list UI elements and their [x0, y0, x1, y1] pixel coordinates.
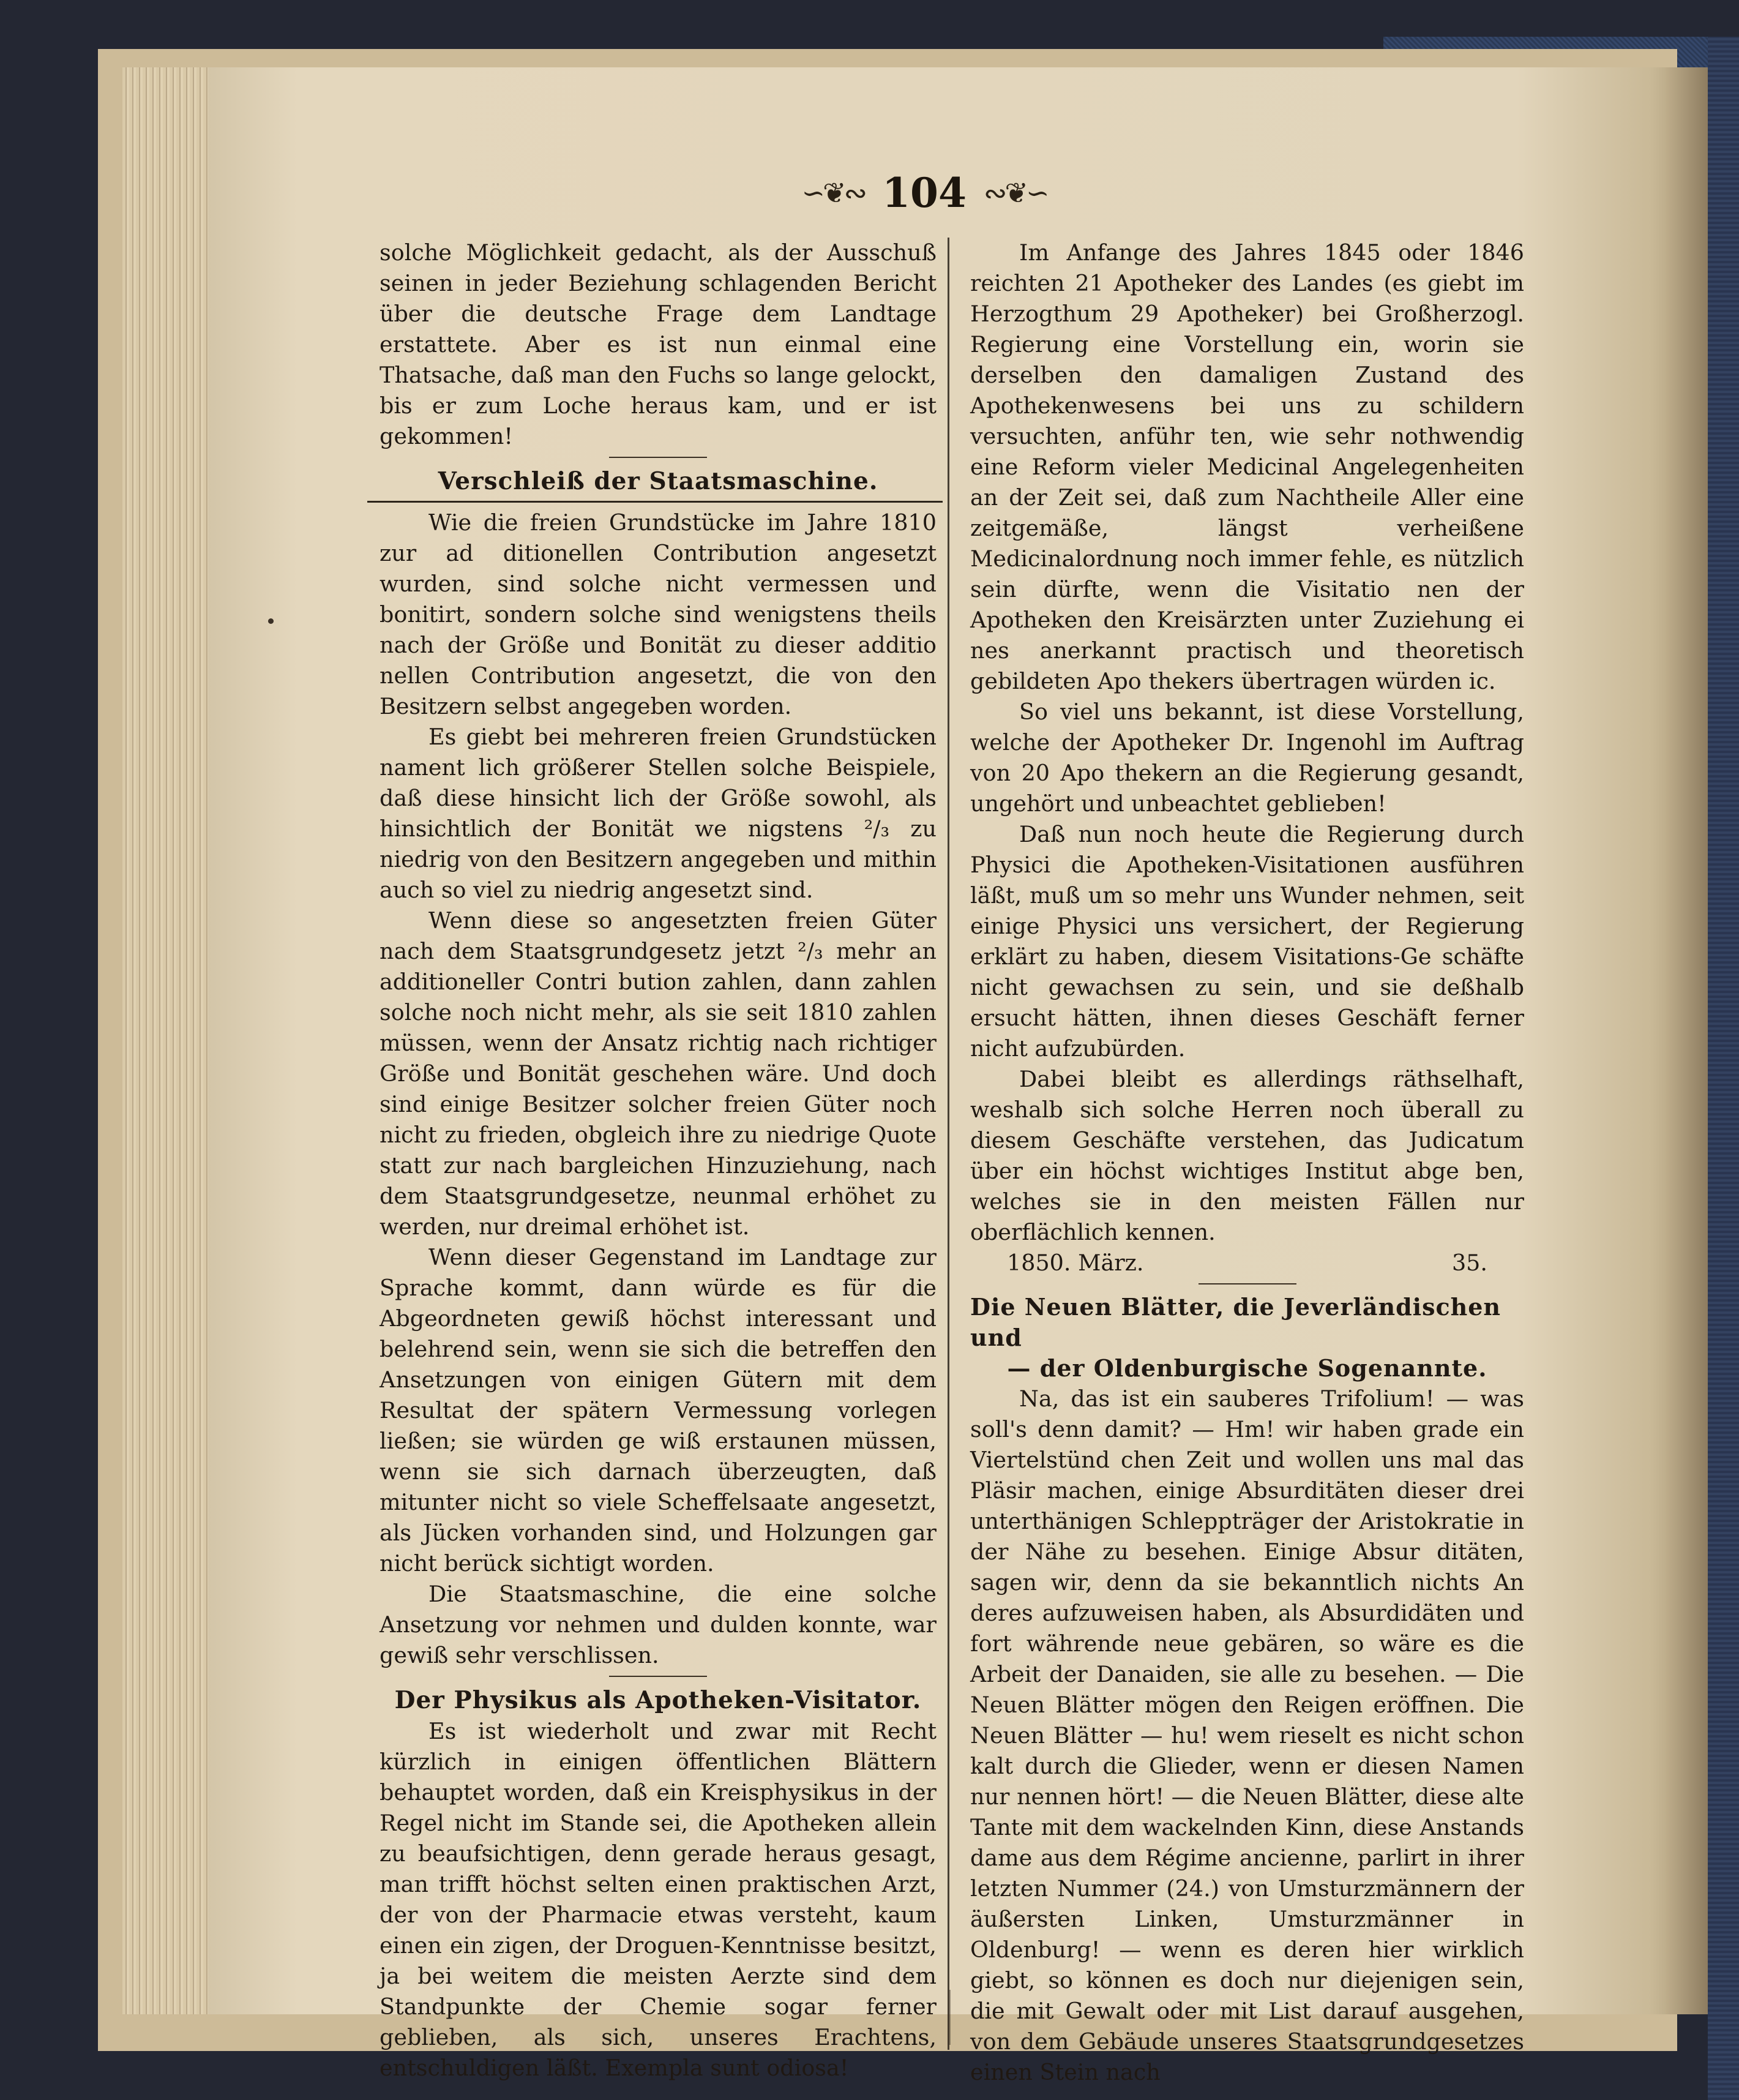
short-rule — [609, 1676, 707, 1677]
dateline — [970, 1248, 1524, 1278]
heading-line-1: Die Neuen Blätter, die Jeverländischen und — [970, 1293, 1502, 1351]
paragraph: Es ist wiederholt und zwar mit Recht kürzlich in einigen öffentlichen Blättern behauptet worden, daß ein Kreisphysikus in der Regel nicht im Stande sei, die Apotheken allein zu beaufsichtigen, denn gerade heraus gesagt, man trifft höchst selten einen praktischen Arzt, der von der Pharmacie etwas versteht, kaum einen ein zigen, der Droguen-Kenntnisse besitzt, ja bei weitem die meisten Aerzte sind dem Standpunkte der Chemie sogar ferner geblieben, als sich, unseres Erachtens, entschuldigen läßt. Exempla sunt odiosa! — [380, 1718, 937, 2081]
paragraph: Wie die freien Grundstücke im Jahre 1810 zur ad ditionellen Contribution angesetzt wurden, sind solche nicht vermessen und bonitirt, sondern solche sind wenigstens theils nach der Größe und Bonität zu dieser additio nellen Contribution angesetzt, die von den Besitzern selbst angegeben worden. — [380, 509, 937, 719]
heading-rule — [367, 501, 943, 503]
article-heading — [970, 1292, 1524, 1384]
page-curl — [1665, 67, 1708, 2014]
page-header — [783, 165, 1065, 220]
paragraph: Daß nun noch heute die Regierung durch Physici die Apotheken-Visitationen ausführen läßt, muß um so mehr uns Wunder nehmen, seit einige Physici uns versichert, der Regierung erklärt zu haben, diesem Visitations-Ge schäfte nicht gewachsen zu sein, und sie deßhalb ersucht hätten, ihnen dieses Geschäft ferner nicht aufzubürden. — [970, 821, 1524, 1062]
paragraph: Dabei bleibt es allerdings räthselhaft, weshalb sich solche Herren noch überall zu diesem Geschäfte verstehen, das Judicatum über ein höchst wichtiges Institut abge ben, welches sie in den meisten Fällen nur oberflächlich kennen. — [970, 1066, 1524, 1245]
left-column — [380, 238, 937, 2083]
right-column — [970, 238, 1524, 2088]
article-heading: Der Physikus als Apotheken-Visitator. — [394, 1686, 922, 1714]
signature: 35. — [1451, 1250, 1487, 1276]
paragraph: Wenn dieser Gegenstand im Landtage zur Sprache kommt, dann würde es für die Abgeordneten gewiß höchst interessant und belehrend sein, wenn sie sich die betreffen den Ansetzungen von einigen Gütern mit dem Resultat der spätern Vermessung vorlegen ließen; sie würden ge wiß erstaunen müssen, wenn sie sich darnach überzeugten, daß mitunter nicht so viele Scheffelsaate angesetzt, als Jücken vorhanden sind, und Holzungen gar nicht berück sichtigt worden. — [380, 1244, 937, 1577]
paragraph: Es giebt bei mehreren freien Grundstücken nament lich größerer Stellen solche Beispiele, daß diese hinsicht lich der Größe sowohl, als hinsichtlich der Bonität we nigstens ²/₃ zu niedrig von den Besitzern angegeben und mithin auch so viel zu niedrig angesetzt sind. — [380, 724, 937, 903]
heading-line-2: — der Oldenburgische Sogenannte. — [1007, 1354, 1487, 1382]
short-rule — [1199, 1283, 1296, 1284]
paragraph: So viel uns bekannt, ist diese Vorstellung, welche der Apotheker Dr. Ingenohl im Auftrag von 20 Apo thekern an die Regierung gesandt, ungehört und unbeachtet geblieben! — [970, 699, 1525, 817]
short-rule — [609, 457, 707, 458]
book-cover-right — [1708, 37, 1739, 2100]
right-ornament: ∾❦∽ — [983, 176, 1047, 209]
date: 1850. März. — [1007, 1250, 1144, 1276]
ink-speck — [268, 618, 274, 624]
paragraph: Na, das ist ein sauberes Trifolium! — was soll's denn damit? — Hm! wir haben grade ein Viertelstünd chen Zeit und wollen uns mal das Pläsir machen, einige Absurditäten dieser drei unterthänigen Schleppträger der Aristokratie in der Nähe zu besehen. Einige Absur ditäten, sagen wir, denn da sie bekanntlich nichts An deres aufzuweisen haben, als Absurdidäten und fort währende neue gebären, so wäre es die Arbeit der Danaiden, sie alle zu besehen. — Die Neuen Blätter mögen den Reigen eröffnen. Die Neuen Blätter — hu! wem rieselt es nicht schon kalt durch die Glieder, wenn er diesen Namen nur nennen hört! — die Neuen Blätter, diese alte Tante mit dem wackelnden Kinn, diese Anstands dame aus dem Régime ancienne, parlirt in ihrer letzten Nummer (24.) von Umsturzmännern der äußersten Linken, Umsturzmänner in Oldenburg! — wenn es deren hier wirklich giebt, so können es doch nur diejenigen sein, die mit Gewalt oder mit List darauf ausgehen, von dem Gebäude unseres Staatsgrundgesetzes einen Stein nach — [970, 1386, 1524, 2085]
column-divider — [948, 238, 949, 2050]
paragraph: Die Staatsmaschine, die eine solche Ansetzung vor nehmen und dulden konnte, war gewiß sehr verschlissen. — [380, 1581, 937, 1668]
column-divider-tail — [949, 1990, 951, 2045]
left-ornament: ∽❦∾ — [801, 176, 866, 209]
page-edges — [122, 67, 220, 2014]
intro-paragraph: solche Möglichkeit gedacht, als der Ausschuß seinen in jeder Beziehung schlagenden Bericht über die deutsche Frage dem Landtage erstattete. Aber es ist nun einmal eine Thatsache, daß man den Fuchs so lange gelockt, bis er zum Loche heraus kam, und er ist gekommen! — [380, 239, 937, 449]
paragraph: Wenn diese so angesetzten freien Güter nach dem Staatsgrundgesetz jetzt ²/₃ mehr an additioneller Contri bution zahlen, dann zahlen solche noch nicht mehr, als sie seit 1810 zahlen müssen, wenn der Ansatz richtig nach richtiger Größe und Bonität geschehen wäre. Und doch sind einige Besitzer solcher freien Güter noch nicht zu frieden, obgleich ihre zu niedrige Quote statt zur nach bargleichen Hinzuziehung, nach dem Staatsgrundgesetze, neunmal erhöhet zu werden, nur dreimal erhöhet ist. — [380, 907, 937, 1240]
page-number: 104 — [882, 169, 967, 217]
article-heading: Verschleiß der Staatsmaschine. — [438, 467, 878, 495]
paragraph: Im Anfange des Jahres 1845 oder 1846 reichten 21 Apotheker des Landes (es giebt im Herzogthum 29 Apotheker) bei Großherzogl. Regierung eine Vorstellung ein, worin sie derselben den damaligen Zustand des Apothekenwesens bei uns zu schildern versuchten, anführ ten, wie sehr nothwendig eine Reform vieler Medicinal Angelegenheiten an der Zeit sei, daß zum Nachtheile Aller eine zeitgemäße, längst verheißene Medicinalordnung noch immer fehle, es nützlich sein dürfte, wenn die Visitatio nen der Apotheken den Kreisärzten unter Zuziehung ei nes anerkannt practisch und theoretisch gebildeten Apo thekers übertragen würden ic. — [970, 239, 1524, 694]
